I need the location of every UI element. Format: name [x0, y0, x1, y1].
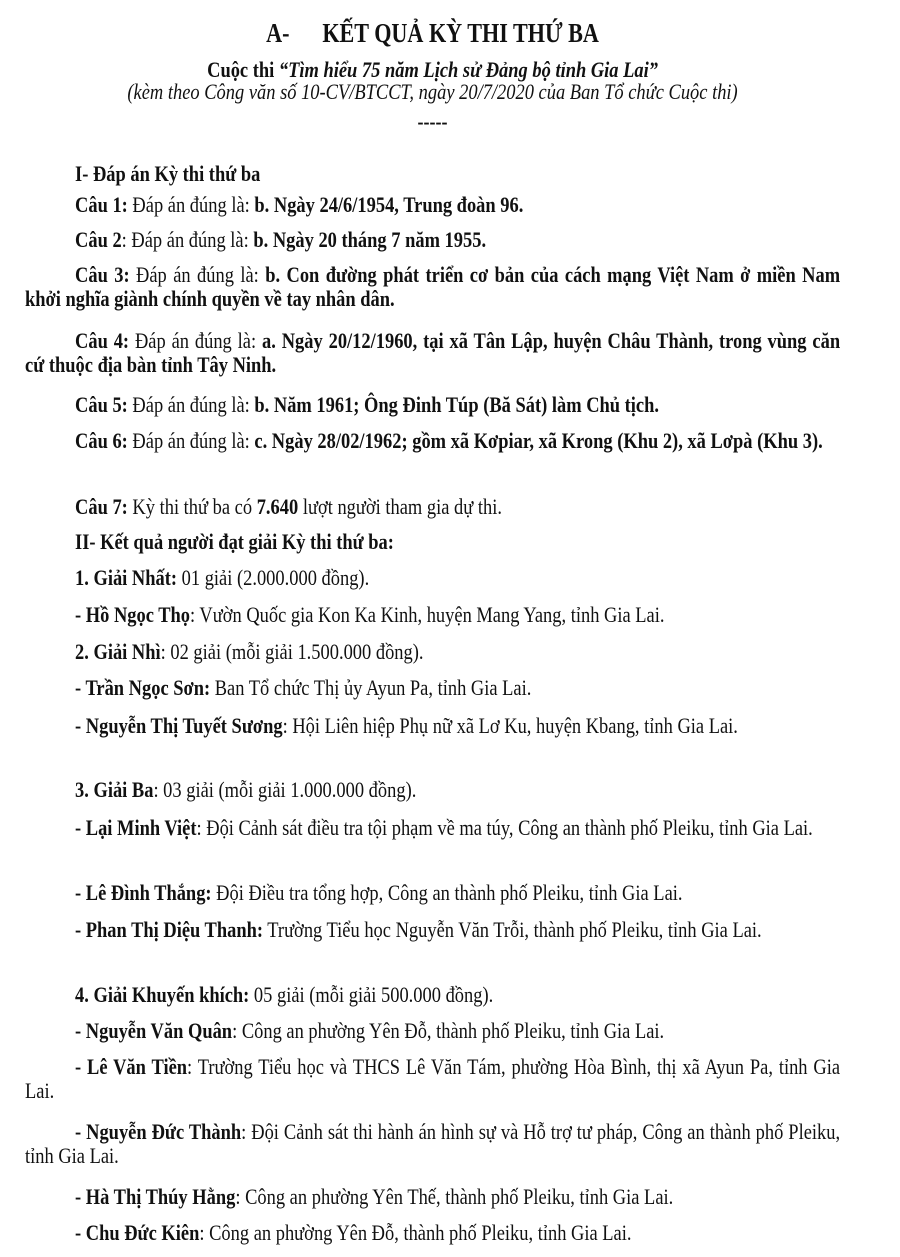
winner-name: - Lê Đình Thắng:: [75, 880, 212, 905]
document-title: [25, 16, 840, 50]
winner-entry: - Lại Minh Việt: Đội Cảnh sát điều tra tội phạm về ma túy, Công an thành phố Pleiku, tỉnh Gia Lai.: [75, 815, 813, 840]
winner-entry: - Hà Thị Thúy Hằng: Công an phường Yên Thế, thành phố Pleiku, tỉnh Gia Lai.: [75, 1184, 674, 1209]
question-label: Câu 4:: [75, 328, 130, 353]
divider: -----: [417, 109, 448, 134]
winner-entry: - Hồ Ngọc Thọ: Vườn Quốc gia Kon Ka Kinh, huyện Mang Yang, tỉnh Gia Lai.: [75, 602, 665, 627]
question-label: Câu 1:: [75, 192, 128, 217]
question-label: Câu 2: [75, 227, 122, 252]
winner-entry: [25, 881, 840, 905]
winner-name: - Nguyễn Thị Tuyết Sương: [75, 713, 283, 738]
question-5: Câu 5: Đáp án đúng là: b. Năm 1961; Ông Đinh Túp (Bă Sát) làm Chủ tịch.: [75, 392, 660, 417]
winner-entry: - Nguyễn Đức Thành: Đội Cảnh sát thi hành án hình sự và Hỗ trợ tư pháp, Công an thành phố Pleiku, tỉnh Gia Lai.: [25, 1119, 841, 1168]
winner-unit: Hội Liên hiệp Phụ nữ xã Lơ Ku, huyện Kbang, tỉnh Gia Lai.: [292, 713, 738, 738]
winner-unit: Đội Cảnh sát điều tra tội phạm về ma túy, Công an thành phố Pleiku, tỉnh Gia Lai.: [206, 815, 813, 840]
winner-unit: Công an phường Yên Đỗ, thành phố Pleiku, tỉnh Gia Lai.: [241, 1018, 665, 1043]
winner-name: - Hồ Ngọc Thọ: [75, 602, 190, 627]
prize-title: 2. Giải Nhì: [75, 639, 161, 664]
question-answer: c. Ngày 28/02/1962; gồm xã Kơpiar, xã Krong (Khu 2), xã Lơpà (Khu 3).: [254, 428, 823, 453]
winner-unit: Trường Tiểu học Nguyễn Văn Trỗi, thành phố Pleiku, tỉnh Gia Lai.: [267, 917, 762, 942]
subtitle-contest-name: “Tìm hiểu 75 năm Lịch sử Đảng bộ tỉnh Gia Lai”: [278, 57, 658, 82]
winner-unit: Công an phường Yên Thế, thành phố Pleiku, tỉnh Gia Lai.: [245, 1184, 674, 1209]
winner-unit: Đội Điều tra tổng hợp, Công an thành phố Pleiku, tỉnh Gia Lai.: [216, 880, 683, 905]
winner-name: - Lại Minh Việt: [75, 815, 197, 840]
winner-unit: Công an phường Yên Đỗ, thành phố Pleiku, tỉnh Gia Lai.: [209, 1220, 632, 1245]
question-2: Câu 2: Đáp án đúng là: b. Ngày 20 tháng 7 năm 1955.: [75, 227, 487, 252]
prize-title: 1. Giải Nhất:: [75, 565, 178, 590]
question-7: Câu 7: Kỳ thi thứ ba có 7.640 lượt người tham gia dự thi.: [75, 494, 502, 519]
prize-description: 01 giải (2.000.000 đồng).: [177, 565, 370, 590]
question-answer: b. Ngày 20 tháng 7 năm 1955.: [253, 227, 487, 252]
winner-unit: Ban Tổ chức Thị ủy Ayun Pa, tỉnh Gia Lai.: [214, 675, 532, 700]
prize-first: [25, 566, 840, 590]
winner-name: - Hà Thị Thúy Hằng: [75, 1184, 236, 1209]
title-prefix: A-: [266, 18, 290, 48]
prize-second: [25, 640, 840, 664]
winner-name: - Nguyễn Đức Thành: [75, 1119, 242, 1144]
question-label: Câu 5:: [75, 392, 128, 417]
winner-name: - Nguyễn Văn Quân: [75, 1018, 233, 1043]
prize-description: : 02 giải (mỗi giải 1.500.000 đồng).: [160, 639, 424, 664]
prize-third: [25, 778, 840, 802]
question-answer: b. Con đường phát triển cơ bản của cách mạng Việt Nam ở miền Nam khởi nghĩa giành chính quyền về tay nhân dân.: [25, 262, 841, 311]
prize-encouragement: [25, 983, 840, 1007]
winner-entry: - Lê Văn Tiền: Trường Tiểu học và THCS Lê Văn Tám, phường Hòa Bình, thị xã Ayun Pa, tỉnh Gia Lai.: [25, 1054, 841, 1103]
winner-entry: [25, 918, 840, 942]
prize-description: : 03 giải (mỗi giải 1.000.000 đồng).: [153, 777, 417, 802]
participant-count: 7.640: [256, 494, 299, 519]
winner-name: - Lê Văn Tiền: [75, 1054, 188, 1079]
question-1: Câu 1: Đáp án đúng là: b. Ngày 24/6/1954, Trung đoàn 96.: [75, 192, 524, 217]
title-text: KẾT QUẢ KỲ THI THỨ BA: [322, 18, 599, 48]
question-answer: a. Ngày 20/12/1960, tại xã Tân Lập, huyện Châu Thành, trong vùng căn cứ thuộc địa bàn tỉnh Tây Ninh.: [25, 328, 841, 377]
question-4: Câu 4: Đáp án đúng là: a. Ngày 20/12/1960, tại xã Tân Lập, huyện Châu Thành, trong vùng căn cứ thuộc địa bàn tỉnh Tây Ninh.: [25, 328, 841, 377]
question-3: Câu 3: Đáp án đúng là: b. Con đường phát triển cơ bản của cách mạng Việt Nam ở miền Nam khởi nghĩa giành chính quyền về tay nhân dân.: [25, 262, 841, 311]
question-answer: b. Năm 1961; Ông Đinh Túp (Bă Sát) làm Chủ tịch.: [254, 392, 660, 417]
prize-title: 3. Giải Ba: [75, 777, 154, 802]
prize-title: 4. Giải Khuyến khích:: [75, 982, 250, 1007]
winner-entry: - Nguyễn Thị Tuyết Sương: Hội Liên hiệp Phụ nữ xã Lơ Ku, huyện Kbang, tỉnh Gia Lai.: [75, 713, 738, 738]
winner-name: - Chu Đức Kiên: [75, 1220, 200, 1245]
winner-entry: [25, 676, 840, 700]
question-6: Câu 6: Đáp án đúng là: c. Ngày 28/02/1962; gồm xã Kơpiar, xã Krong (Khu 2), xã Lơpà (Khu 3).: [75, 428, 823, 453]
section-1-heading: I- Đáp án Kỳ thi thứ ba: [75, 161, 261, 186]
question-answer: b. Ngày 24/6/1954, Trung đoàn 96.: [254, 192, 524, 217]
winner-entry: - Chu Đức Kiên: Công an phường Yên Đỗ, thành phố Pleiku, tỉnh Gia Lai.: [75, 1220, 632, 1245]
subtitle-lead: Cuộc thi: [207, 57, 279, 82]
prize-description: 05 giải (mỗi giải 500.000 đồng).: [249, 982, 494, 1007]
question-label: Câu 3:: [75, 262, 130, 287]
question-label: Câu 7:: [75, 494, 128, 519]
winner-name: - Trần Ngọc Sơn:: [75, 675, 211, 700]
winner-unit: Trường Tiểu học và THCS Lê Văn Tám, phường Hòa Bình, thị xã Ayun Pa, tỉnh Gia Lai.: [25, 1054, 841, 1103]
winner-unit: Vườn Quốc gia Kon Ka Kinh, huyện Mang Yang, tỉnh Gia Lai.: [199, 602, 665, 627]
winner-name: - Phan Thị Diệu Thanh:: [75, 917, 264, 942]
document-note: (kèm theo Công văn số 10-CV/BTCCT, ngày 20/7/2020 của Ban Tổ chức Cuộc thi): [127, 79, 738, 104]
winner-entry: - Nguyễn Văn Quân: Công an phường Yên Đỗ, thành phố Pleiku, tỉnh Gia Lai.: [75, 1018, 665, 1043]
winner-unit: Đội Cảnh sát thi hành án hình sự và Hỗ trợ tư pháp, Công an thành phố Pleiku, tỉnh Gia Lai.: [25, 1119, 841, 1168]
section-2-heading: II- Kết quả người đạt giải Kỳ thi thứ ba:: [75, 529, 394, 554]
question-label: Câu 6:: [75, 428, 128, 453]
